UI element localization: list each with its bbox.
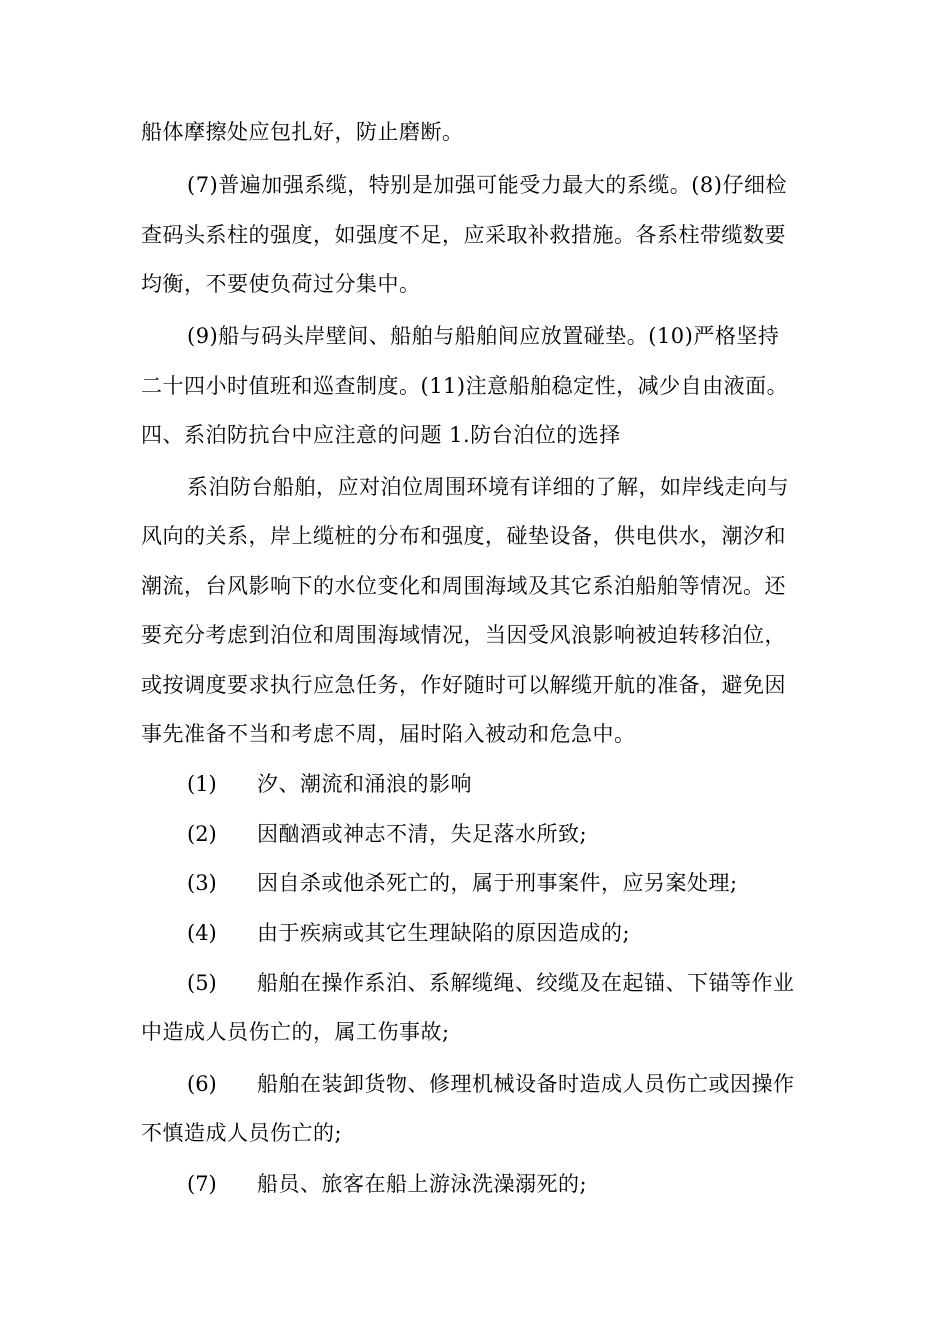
paragraph-line: 要充分考虑到泊位和周围海域情况，当因受风浪影响被迫转移泊位，: [141, 623, 786, 647]
list-item-text: 汐、潮流和涌浪的影响: [257, 772, 472, 796]
paragraph-line: (9)船与码头岸壁间、船舶与船舶间应放置碰垫。(10)严格坚持: [187, 324, 780, 348]
paragraph-line: 系泊防台船舶，应对泊位周围环境有详细的了解，如岸线走向与: [187, 475, 789, 499]
list-item-text: 船舶在装卸货物、修理机械设备时造成人员伤亡或因操作: [257, 1072, 795, 1096]
list-item-number: (7): [187, 1172, 217, 1196]
paragraph-line: 均衡，不要使负荷过分集中。: [141, 272, 421, 296]
list-item-number: (2): [187, 822, 217, 846]
list-item-text: 因酗酒或神志不清，失足落水所致;: [257, 822, 588, 846]
paragraph-line: 风向的关系，岸上缆桩的分布和强度，碰垫设备，供电供水，潮汐和: [141, 524, 786, 548]
paragraph-line: (7)普遍加强系缆，特别是加强可能受力最大的系缆。(8)仔细检: [187, 173, 787, 197]
list-item-continuation: 不慎造成人员伤亡的;: [141, 1121, 343, 1145]
list-item-number: (5): [187, 971, 217, 995]
paragraph-line: 船体摩擦处应包扎好，防止磨断。: [141, 120, 464, 144]
paragraph-line: 二十四小时值班和巡查制度。(11)注意船舶稳定性，减少自由液面。: [141, 374, 789, 398]
list-item-text: 由于疾病或其它生理缺陷的原因造成的;: [257, 921, 631, 945]
list-item-number: (4): [187, 921, 217, 945]
section-heading: 四、系泊防抗台中应注意的问题 1.防台泊位的选择: [141, 423, 621, 447]
paragraph-line: 查码头系柱的强度，如强度不足，应采取补救措施。各系柱带缆数要: [141, 223, 786, 247]
list-item-text: 船舶在操作系泊、系解缆绳、绞缆及在起锚、下锚等作业: [257, 971, 795, 995]
list-item-text: 因自杀或他杀死亡的，属于刑事案件，应另案处理;: [257, 871, 738, 895]
list-item-text: 船员、旅客在船上游泳洗澡溺死的;: [257, 1172, 588, 1196]
list-item-continuation: 中造成人员伤亡的，属工伤事故;: [141, 1020, 450, 1044]
list-item-number: (6): [187, 1072, 217, 1096]
paragraph-line: 事先准备不当和考虑不周，届时陷入被动和危急中。: [141, 722, 636, 746]
paragraph-line: 或按调度要求执行应急任务，作好随时可以解缆开航的准备，避免因: [141, 673, 786, 697]
paragraph-line: 潮流，台风影响下的水位变化和周围海域及其它系泊船舶等情况。还: [141, 574, 786, 598]
list-item-number: (1): [187, 772, 217, 796]
list-item-number: (3): [187, 871, 217, 895]
